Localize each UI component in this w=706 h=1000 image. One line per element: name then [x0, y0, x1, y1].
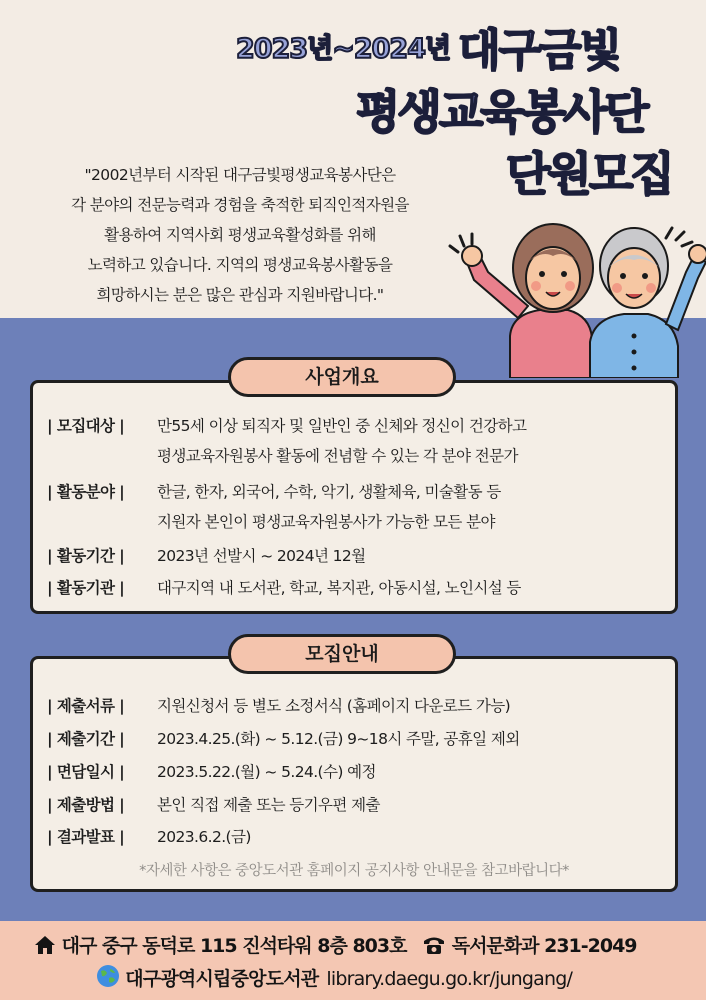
overview-title-pill: 사업개요 — [228, 357, 456, 397]
footer-url-link[interactable]: library.daegu.go.kr/jungang/ — [326, 968, 573, 990]
title-daegu-text: 대구 — [458, 25, 540, 76]
overview-row-period — [47, 543, 366, 569]
footer-phone: 독서문화과 231-2049 — [451, 935, 637, 957]
title-line-3: 단원모집 — [506, 147, 672, 201]
row-label: | 제출기간 | — [47, 730, 125, 748]
recruit-row-result — [47, 824, 251, 850]
overview-row-institution — [47, 575, 521, 601]
overview-row-field — [47, 479, 501, 505]
footer-web-line — [96, 964, 572, 991]
title-row — [236, 14, 620, 78]
intro-line: 각 분야의 전문능력과 경험을 축적한 퇴직인적자원을 — [71, 196, 409, 214]
row-label: | 면담일시 | — [47, 763, 125, 781]
row-value: 2023년 선발시 ~ 2024년 12월 — [157, 547, 366, 565]
footer-address: 대구 중구 동덕로 115 진석타워 8층 803호 — [61, 935, 407, 957]
intro-line: "2002년부터 시작된 대구금빛평생교육봉사단은 — [84, 166, 396, 184]
row-value: 본인 직접 제출 또는 등기우편 제출 — [157, 796, 380, 814]
row-value: 지원신청서 등 별도 소정서식 (홈페이지 다운로드 가능) — [157, 697, 511, 715]
row-value: 만55세 이상 퇴직자 및 일반인 중 신체와 정신이 건강하고 — [157, 417, 527, 435]
footer-library-name: 대구광역시립중앙도서관 — [125, 968, 319, 990]
year-range: 2023년~2024년 — [236, 33, 451, 65]
intro-paragraph — [30, 160, 450, 310]
recruit-row-interview — [47, 759, 376, 785]
recruit-row-method — [47, 792, 380, 818]
row-label: | 제출방법 | — [47, 796, 125, 814]
row-label: | 결과발표 | — [47, 828, 125, 846]
row-label: | 활동분야 | — [47, 483, 125, 501]
globe-icon — [96, 964, 120, 988]
row-value-continued: 지원자 본인이 평생교육자원봉사가 가능한 모든 분야 — [157, 513, 495, 531]
intro-line: 노력하고 있습니다. 지역의 평생교육봉사활동을 — [87, 256, 393, 274]
home-icon — [34, 935, 56, 955]
recruit-note: *자세한 사항은 중앙도서관 홈페이지 공지사항 안내문을 참고바랍니다* — [139, 863, 569, 879]
overview-card — [30, 380, 678, 614]
row-value: 한글, 한자, 외국어, 수학, 악기, 생활체육, 미술활동 등 — [157, 483, 501, 501]
row-value: 2023.6.2.(금) — [157, 828, 251, 846]
intro-line: 활용하여 지역사회 평생교육활성화를 위해 — [104, 226, 376, 244]
footer-contact-line — [34, 931, 637, 958]
row-value-continued: 평생교육자원봉사 활동에 전념할 수 있는 각 분야 전문가 — [157, 447, 518, 465]
footer — [0, 921, 706, 1000]
recruit-row-period — [47, 726, 520, 752]
row-label: | 제출서류 | — [47, 697, 125, 715]
row-value: 대구지역 내 도서관, 학교, 복지관, 아동시설, 노인시설 등 — [157, 579, 521, 597]
title-geumbit-text: 금빛 — [539, 25, 621, 76]
recruit-card — [30, 656, 678, 892]
recruit-row-documents — [47, 693, 510, 719]
intro-line: 희망하시는 분은 많은 관심과 지원바랍니다." — [96, 286, 384, 304]
phone-icon — [422, 935, 446, 955]
title-daegu-geumbit — [458, 25, 620, 76]
seniors-cheering-illustration — [440, 206, 706, 378]
row-label: | 활동기관 | — [47, 579, 125, 597]
row-value: 2023.4.25.(화) ~ 5.12.(금) 9~18시 주말, 공휴일 제외 — [157, 730, 520, 748]
recruit-title-pill: 모집안내 — [228, 634, 456, 674]
row-label: | 모집대상 | — [47, 417, 125, 435]
row-value: 2023.5.22.(월) ~ 5.24.(수) 예정 — [157, 763, 376, 781]
title-line-2: 평생교육봉사단 — [356, 85, 647, 139]
row-label: | 활동기간 | — [47, 547, 125, 565]
overview-row-target — [47, 413, 526, 439]
